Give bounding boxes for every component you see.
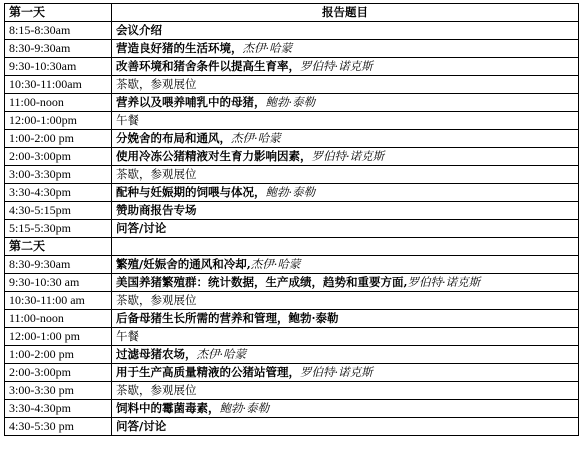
schedule-row xyxy=(5,382,579,400)
time-cell: 1:00-2:00 pm xyxy=(5,346,112,364)
topic-text: 美国养猪繁殖群：统计数据，生产成绩，趋势和重要方面, xyxy=(116,275,408,289)
time-cell: 3:30-4:30pm xyxy=(5,184,112,202)
topic-text: 过滤母猪农场， xyxy=(116,347,197,361)
schedule-row xyxy=(5,202,579,220)
topic-cell xyxy=(112,328,579,346)
topic-text: 繁殖/妊娠舍的通风和冷却, xyxy=(116,257,251,271)
topic-text: 赞助商报告专场 xyxy=(116,203,197,217)
topic-cell xyxy=(112,418,579,436)
topic-cell xyxy=(112,76,579,94)
topic-cell xyxy=(112,58,579,76)
time-cell: 8:15-8:30am xyxy=(5,22,112,40)
topic-cell xyxy=(112,148,579,166)
schedule-row xyxy=(5,184,579,202)
topic-text: 问答/讨论 xyxy=(116,221,167,235)
day-two-row xyxy=(5,238,579,256)
header-row xyxy=(5,4,579,22)
topic-cell xyxy=(112,22,579,40)
time-cell: 9:30-10:30am xyxy=(5,58,112,76)
topic-text: 用于生产高质量精液的公猪站管理， xyxy=(116,365,300,379)
topic-cell xyxy=(112,202,579,220)
topic-text: 茶歇，参观展位 xyxy=(116,167,197,181)
topic-text: 营养以及喂养哺乳中的母猪， xyxy=(116,95,266,109)
speaker-name: 罗伯特·诺克斯 xyxy=(300,59,373,73)
schedule-table xyxy=(4,3,579,436)
time-cell: 11:00-noon xyxy=(5,310,112,328)
topic-cell xyxy=(112,220,579,238)
speaker-name: 鲍勃·泰勒 xyxy=(265,185,316,199)
time-cell: 10:30-11:00 am xyxy=(5,292,112,310)
schedule-row xyxy=(5,292,579,310)
topic-cell xyxy=(112,256,579,274)
topic-text: 午餐 xyxy=(116,329,139,343)
schedule-row xyxy=(5,310,579,328)
time-cell: 12:00-1:00pm xyxy=(5,112,112,130)
schedule-row xyxy=(5,346,579,364)
topic-text: 配种与妊娠期的饲喂与体况， xyxy=(116,185,266,199)
schedule-row xyxy=(5,22,579,40)
time-cell: 3:30-4:30pm xyxy=(5,400,112,418)
time-cell: 9:30-10:30 am xyxy=(5,274,112,292)
topic-text: 改善环境和猪舍条件以提高生育率， xyxy=(116,59,300,73)
topic-text: 饲料中的霉菌毒素， xyxy=(116,401,220,415)
schedule-row xyxy=(5,274,579,292)
topic-text: 茶歇，参观展位 xyxy=(116,383,197,397)
topic-text: 使用冷冻公猪精液对生育力影响因素， xyxy=(116,149,312,163)
schedule-container xyxy=(4,3,579,436)
topic-cell xyxy=(112,274,579,292)
speaker-name: 鲍勃·泰勒 xyxy=(219,401,270,415)
topic-column-header: 报告题目 xyxy=(112,4,579,22)
topic-text: 茶歇，参观展位 xyxy=(116,77,197,91)
speaker-name: 罗伯特·诺克斯 xyxy=(311,149,385,163)
time-cell: 3:00-3:30 pm xyxy=(5,382,112,400)
time-cell: 8:30-9:30am xyxy=(5,40,112,58)
schedule-row xyxy=(5,256,579,274)
topic-cell xyxy=(112,292,579,310)
topic-text: 午餐 xyxy=(116,113,139,127)
time-cell: 2:00-3:00pm xyxy=(5,148,112,166)
topic-cell xyxy=(112,94,579,112)
speaker-name: 杰伊·哈蒙 xyxy=(196,347,247,361)
time-cell: 4:30-5:30 pm xyxy=(5,418,112,436)
topic-cell xyxy=(112,364,579,382)
topic-text: 后备母猪生长所需的营养和管理，鲍勃·泰勒 xyxy=(116,311,339,325)
topic-text: 分娩舍的布局和通风， xyxy=(116,131,231,145)
speaker-name: 杰伊·哈蒙 xyxy=(231,131,281,145)
topic-cell xyxy=(112,130,579,148)
topic-cell xyxy=(112,184,579,202)
empty-cell xyxy=(112,238,579,256)
schedule-row xyxy=(5,400,579,418)
topic-text: 茶歇，参观展位 xyxy=(116,293,197,307)
time-cell: 5:15-5:30pm xyxy=(5,220,112,238)
topic-cell xyxy=(112,40,579,58)
schedule-row xyxy=(5,58,579,76)
time-cell: 1:00-2:00 pm xyxy=(5,130,112,148)
speaker-name: 罗伯特·诺克斯 xyxy=(300,365,373,379)
schedule-row xyxy=(5,112,579,130)
day-two-label: 第二天 xyxy=(5,238,112,256)
schedule-row xyxy=(5,148,579,166)
time-cell: 12:00-1:00 pm xyxy=(5,328,112,346)
topic-cell xyxy=(112,346,579,364)
topic-text: 会议介绍 xyxy=(116,23,162,37)
topic-cell xyxy=(112,382,579,400)
topic-cell xyxy=(112,112,579,130)
time-cell: 11:00-noon xyxy=(5,94,112,112)
time-cell: 8:30-9:30am xyxy=(5,256,112,274)
topic-text: 问答/讨论 xyxy=(116,419,167,433)
time-cell: 10:30-11:00am xyxy=(5,76,112,94)
time-cell: 2:00-3:00pm xyxy=(5,364,112,382)
schedule-row xyxy=(5,220,579,238)
day-one-label: 第一天 xyxy=(5,4,112,22)
speaker-name: 杰伊·哈蒙 xyxy=(250,257,301,271)
schedule-row xyxy=(5,166,579,184)
schedule-row xyxy=(5,40,579,58)
schedule-row xyxy=(5,94,579,112)
speaker-name: 杰伊·哈蒙 xyxy=(242,41,293,55)
speaker-name: 鲍勃·泰勒 xyxy=(265,95,316,109)
speaker-name: 罗伯特·诺克斯 xyxy=(407,275,481,289)
topic-cell xyxy=(112,166,579,184)
topic-cell xyxy=(112,310,579,328)
topic-cell xyxy=(112,400,579,418)
time-cell: 4:30-5:15pm xyxy=(5,202,112,220)
topic-text: 营造良好猪的生活环境， xyxy=(116,41,243,55)
schedule-row xyxy=(5,364,579,382)
schedule-row xyxy=(5,130,579,148)
schedule-row xyxy=(5,76,579,94)
schedule-row xyxy=(5,328,579,346)
time-cell: 3:00-3:30pm xyxy=(5,166,112,184)
schedule-row xyxy=(5,418,579,436)
